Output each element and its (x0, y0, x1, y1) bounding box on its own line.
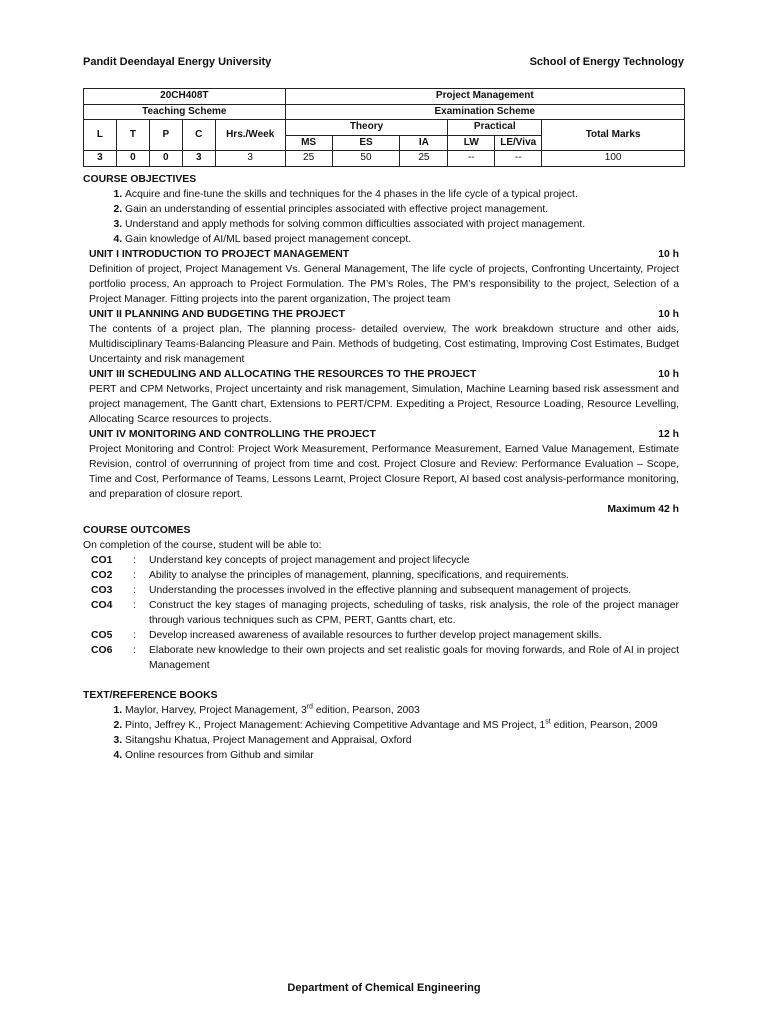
outcome-separator: : (133, 630, 136, 641)
book-item: 4. Online resources from Github and similar (125, 748, 679, 763)
col-t: T (116, 120, 149, 151)
val-ia: 25 (400, 151, 448, 167)
val-l: 3 (84, 151, 117, 167)
outcome-code: CO6 (91, 645, 113, 656)
val-lw: -- (448, 151, 495, 167)
val-leviva: -- (495, 151, 542, 167)
outcome-separator: : (133, 570, 136, 581)
outcome-row (83, 553, 679, 568)
col-ms: MS (285, 135, 332, 151)
books-list (83, 703, 679, 763)
theory-label: Theory (285, 120, 448, 136)
unit-title: UNIT II PLANNING AND BUDGETING THE PROJECT (89, 309, 345, 320)
outcome-text: Develop increased awareness of available resources to further develop project management skills. (149, 630, 602, 641)
col-l: L (84, 120, 117, 151)
unit-3-content: PERT and CPM Networks, Project uncertainty and risk management, Simulation, Machine Learning based risk assessment and project management, The Gantt chart, Extensions to PERT/CPM. Expediting a Project, Resource Loading, Resource Levelling, Allocating Scarce resources to projects. (89, 384, 679, 425)
total-marks-label: Total Marks (542, 120, 685, 151)
outcome-row (83, 568, 679, 583)
objective-item: 4. Gain knowledge of AI/ML based project management concept. (125, 232, 679, 247)
col-c: C (182, 120, 215, 151)
page-header (83, 55, 684, 70)
outcomes-intro: On completion of the course, student will be able to: (83, 540, 322, 551)
unit-hours: 10 h (658, 369, 679, 380)
unit-hours: 10 h (658, 249, 679, 260)
outcome-row (83, 628, 679, 643)
outcome-text: Ability to analyse the principles of management, planning, specifications, and requirements. (149, 570, 569, 581)
outcome-separator: : (133, 585, 136, 596)
course-code: 20CH408T (84, 89, 286, 105)
val-c: 3 (182, 151, 215, 167)
unit-1-content: Definition of project, Project Management Vs. General Management, The life cycle of projects, Confronting Uncertainty, Project portfolio process, An approach to Project Formulation. The PM’s Roles, The PM’s responsibility to the project, Selection of a Project Manager. Fitting projects into the parent organization, The project team (89, 264, 679, 305)
outcome-code: CO5 (91, 630, 113, 641)
outcome-text: Understanding the processes involved in the effective planning and subsequent management of projects. (149, 585, 632, 596)
objectives-list (83, 187, 679, 247)
unit-1-heading (83, 247, 679, 262)
scheme-table (83, 88, 685, 167)
objective-item: 2. Gain an understanding of essential principles associated with effective project management. (125, 202, 679, 217)
unit-title: UNIT I INTRODUCTION TO PROJECT MANAGEMENT (89, 249, 350, 260)
school-name: School of Energy Technology (529, 56, 684, 68)
unit-hours: 12 h (658, 429, 679, 440)
outcome-text: Construct the key stages of managing projects, scheduling of tasks, risk analysis, the role of the project manager through various techniques such as CPM, PERT, Gantts chart, etc. (149, 600, 679, 626)
university-name: Pandit Deendayal Energy University (83, 56, 272, 68)
col-lw: LW (448, 135, 495, 151)
outcome-separator: : (133, 645, 136, 656)
outcome-code: CO3 (91, 585, 113, 596)
val-es: 50 (332, 151, 400, 167)
unit-2-content: The contents of a project plan, The planning process- detailed overview, The work breakdown structure and other aids, Multidisciplinary Teams-Balancing Pleasure and Pain. Methods of budgeting, Cost estimating, Improving Cost Estimates, Budget Uncertainty and risk management (89, 324, 679, 365)
course-title: Project Management (285, 89, 684, 105)
unit-3-heading (83, 367, 679, 382)
page-footer: Department of Chemical Engineering (287, 982, 481, 994)
books-heading: TEXT/REFERENCE BOOKS (83, 690, 218, 701)
objective-item: 3. Understand and apply methods for solving common difficulties associated with project management. (125, 217, 679, 232)
outcome-code: CO2 (91, 570, 113, 581)
outcomes-heading: COURSE OUTCOMES (83, 525, 191, 536)
practical-label: Practical (448, 120, 542, 136)
examination-scheme-label: Examination Scheme (285, 104, 684, 120)
outcome-row (83, 643, 679, 673)
objective-item: 1. Acquire and fine-tune the skills and techniques for the 4 phases in the life cycle of a typical project. (125, 187, 679, 202)
unit-4-content: Project Monitoring and Control: Project Work Measurement, Performance Measurement, Earned Value Management, Estimate Revision, control of overrunning of project from time and cost. Project Closure and Review: Performance Evaluation – Scope, Time and Cost, Performance of Teams, Lessons Learnt, Project Closure Report, AI based cost analysis-performance monitoring, and preparation of closure report. (89, 444, 679, 500)
teaching-scheme-label: Teaching Scheme (84, 104, 286, 120)
outcome-row (83, 598, 679, 628)
col-hrs: Hrs./Week (215, 120, 285, 151)
book-item: 3. Sitangshu Khatua, Project Management and Appraisal, Oxford (125, 733, 679, 748)
unit-4-heading (83, 427, 679, 442)
outcome-code: CO4 (91, 600, 113, 611)
objectives-heading: COURSE OBJECTIVES (83, 174, 197, 185)
val-t: 0 (116, 151, 149, 167)
unit-title: UNIT IV MONITORING AND CONTROLLING THE PROJECT (89, 429, 376, 440)
book-item: 1. Maylor, Harvey, Project Management, 3rd edition, Pearson, 2003 (125, 703, 679, 718)
outcome-separator: : (133, 600, 136, 611)
unit-title: UNIT III SCHEDULING AND ALLOCATING THE RESOURCES TO THE PROJECT (89, 369, 477, 380)
col-ia: IA (400, 135, 448, 151)
outcome-code: CO1 (91, 555, 113, 566)
book-item: 2. Pinto, Jeffrey K., Project Management: Achieving Competitive Advantage and MS Project, 1st edition, Pearson, 2009 (125, 718, 679, 733)
val-hrs: 3 (215, 151, 285, 167)
col-p: P (149, 120, 182, 151)
col-leviva: LE/Viva (495, 135, 542, 151)
val-p: 0 (149, 151, 182, 167)
outcome-separator: : (133, 555, 136, 566)
unit-2-heading (83, 307, 679, 322)
outcome-text: Understand key concepts of project management and project lifecycle (149, 555, 470, 566)
syllabus-body (83, 172, 679, 763)
val-total: 100 (542, 151, 685, 167)
col-es: ES (332, 135, 400, 151)
unit-hours: 10 h (658, 309, 679, 320)
outcome-text: Elaborate new knowledge to their own projects and set realistic goals for moving forwards, and Role of AI in project Management (149, 645, 679, 671)
outcome-row (83, 583, 679, 598)
val-ms: 25 (285, 151, 332, 167)
maximum-hours: Maximum 42 h (607, 504, 679, 515)
